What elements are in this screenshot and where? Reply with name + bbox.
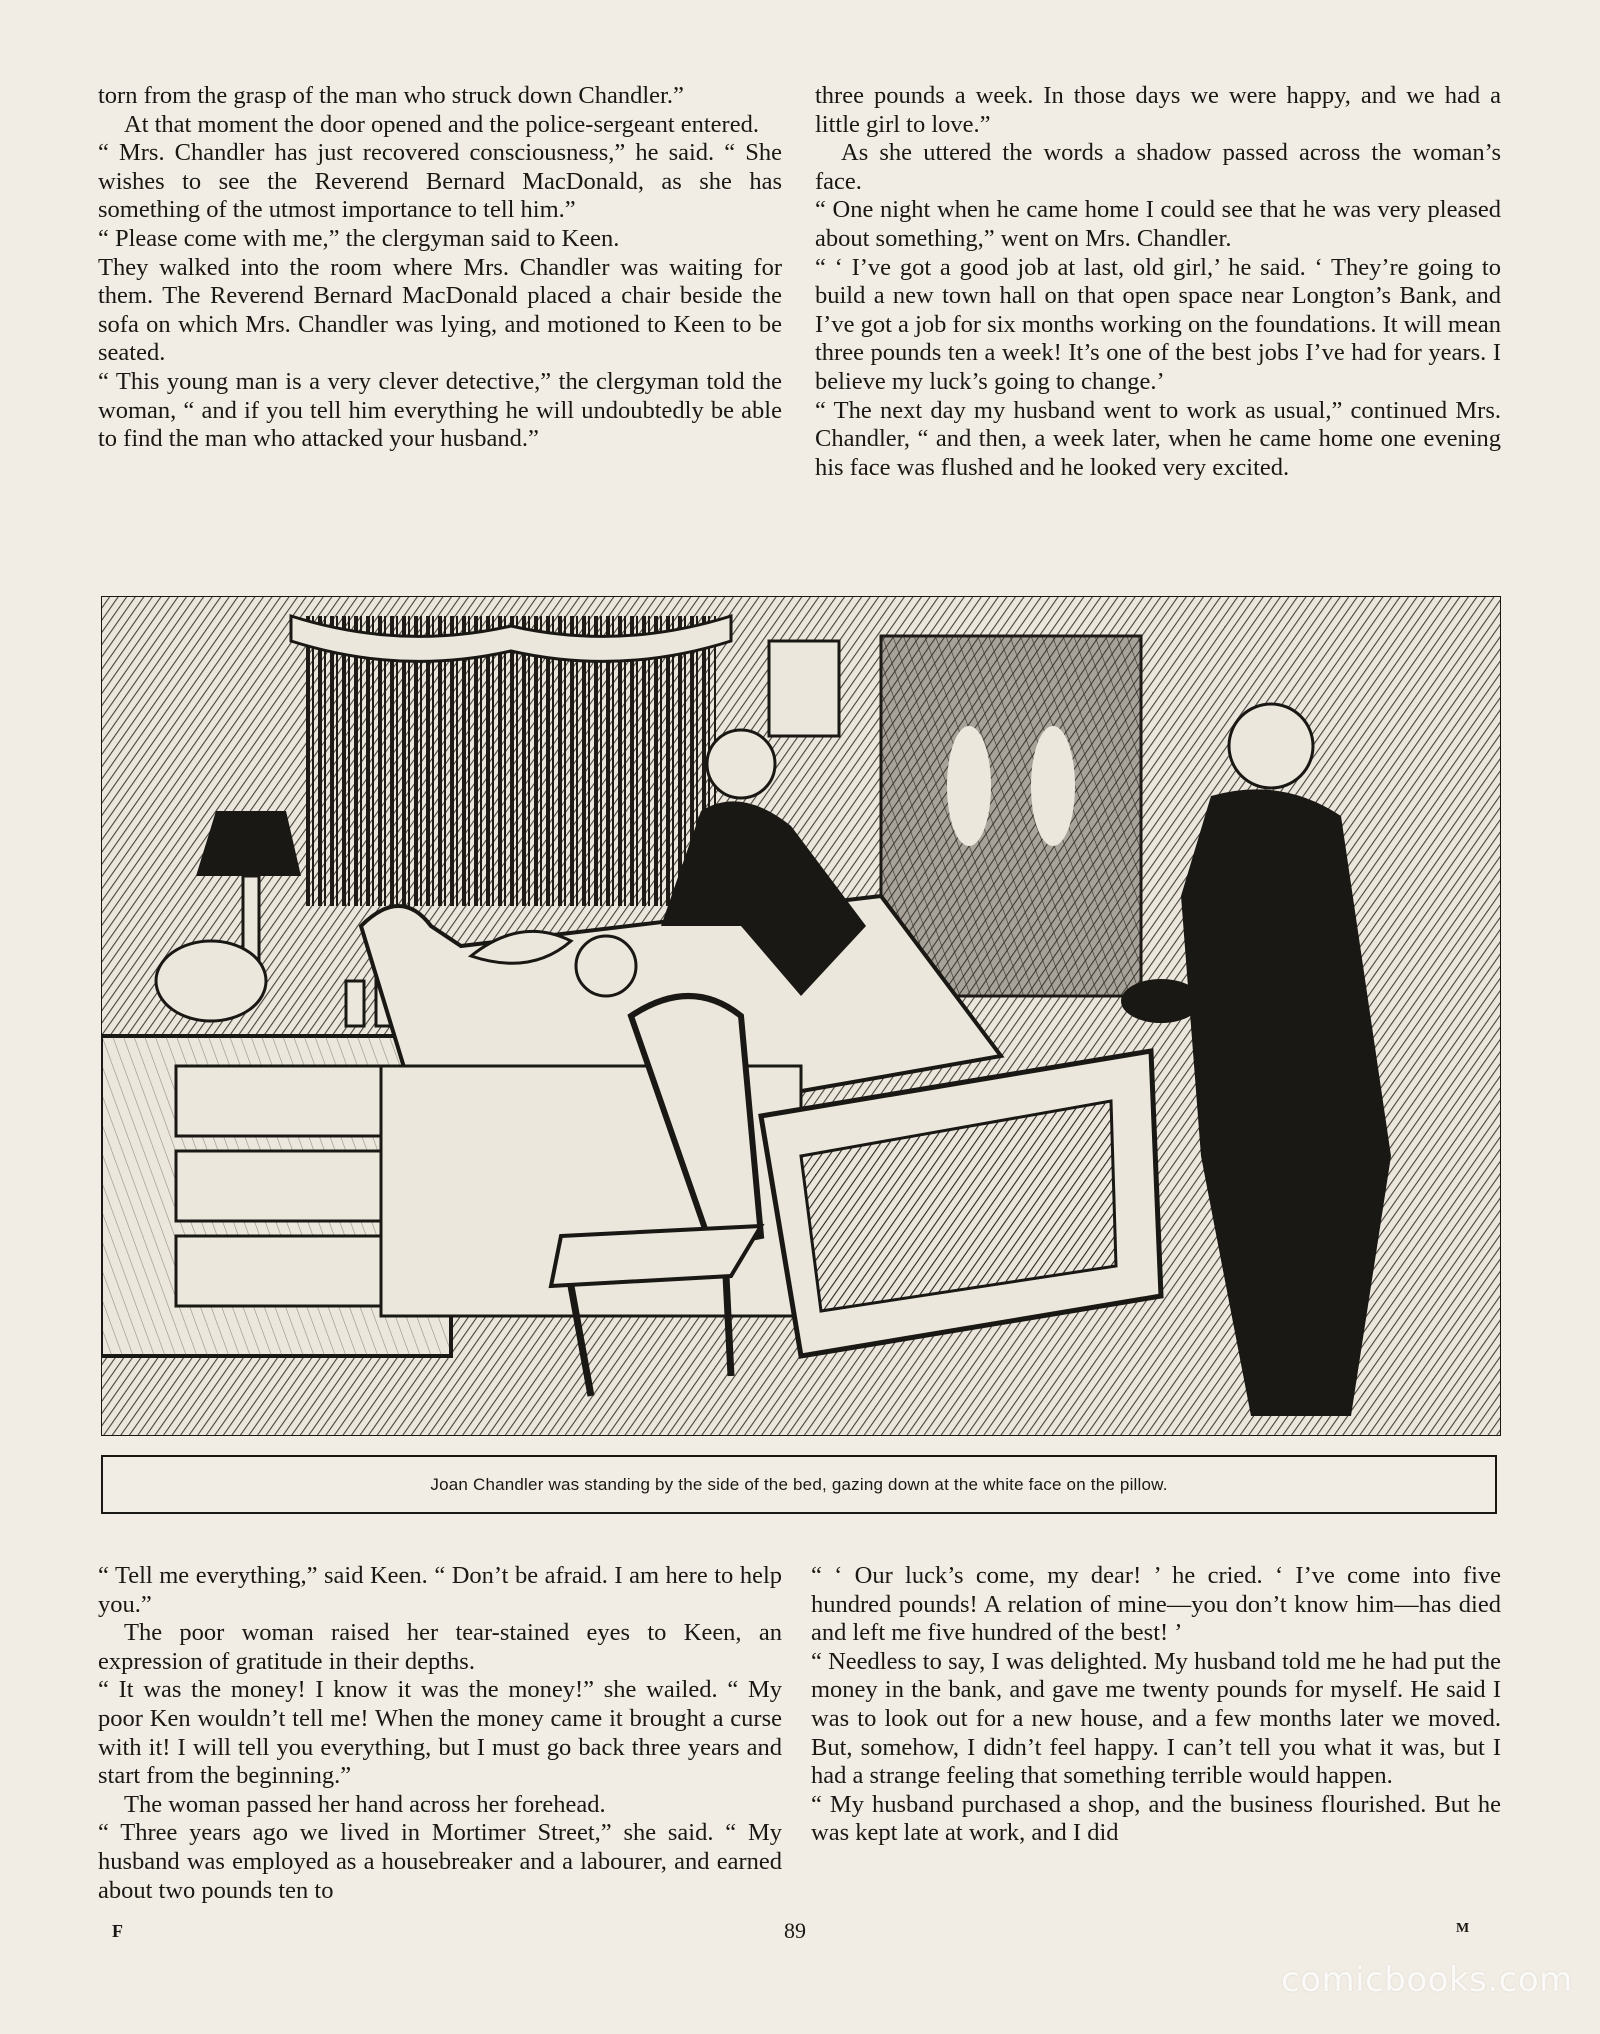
paragraph: “ Mrs. Chandler has just recovered consciousness,” he said. “ She wishes to see the Reverend Bernard MacDonald, as she has something of the utmost importance to tell him.” (98, 139, 782, 224)
watermark: comicbooks.com (1281, 1960, 1573, 2000)
paragraph: “ One night when he came home I could see that he was very pleased about something,” went on Mrs. Chandler. (815, 196, 1501, 252)
top-right-column (815, 82, 1501, 482)
paragraph: They walked into the room where Mrs. Chandler was waiting for them. The Reverend Bernard MacDonald placed a chair beside the sofa on which Mrs. Chandler was lying, and motioned to Keen to be seated. (98, 253, 782, 367)
paragraph: “ Tell me everything,” said Keen. “ Don’t be afraid. I am here to help you.” (98, 1562, 782, 1618)
signature-mark-right: M (1456, 1921, 1470, 1936)
paragraph: torn from the grasp of the man who struck down Chandler.” (98, 82, 684, 109)
door-panel (769, 641, 839, 736)
paragraph: The poor woman raised her tear-stained eyes to Keen, an expression of gratitude in their depths. (98, 1619, 782, 1675)
paragraph: “ Three years ago we lived in Mortimer Street,” she said. “ My husband was employed as a housebreaker and a labourer, and earned about two pounds ten to (98, 1819, 782, 1904)
paragraph: “ It was the money! I know it was the money!” she wailed. “ My poor Ken wouldn’t tell me! When the money came it brought a curse with it! I will tell you everything, but I must go back three years and start from the beginning.” (98, 1676, 782, 1790)
page-number: 89 (784, 1918, 806, 1943)
paragraph: As she uttered the words a shadow passed across the woman’s face. (815, 139, 1501, 195)
paragraph: At that moment the door opened and the police-sergeant entered. (124, 110, 759, 138)
paragraph: “ ‘ I’ve got a good job at last, old girl,’ he said. ‘ They’re going to build a new town hall on that open space near Longton’s Bank, and I’ve got a job for six months working on the foundations. It will mean three pounds ten a week! It’s one of the best jobs I’ve had for years. I believe my luck’s going to change.’ (815, 253, 1501, 395)
top-left-column (98, 82, 782, 454)
caption-text: Joan Chandler was standing by the side of the bed, gazing down at the white face on the pillow. (430, 1474, 1168, 1494)
bottom-left-column (98, 1562, 782, 1905)
illustration-caption (101, 1455, 1497, 1514)
wardrobe (881, 636, 1141, 996)
window-curtains (291, 616, 731, 906)
paragraph: “ The next day my husband went to work as usual,” continued Mrs. Chandler, “ and then, a week later, when he came home one evening his face was flushed and he looked very excited. (815, 396, 1501, 481)
paragraph: The woman passed her hand across her forehead. (124, 1790, 606, 1818)
paragraph: “ ‘ Our luck’s come, my dear! ’ he cried. ‘ I’ve come into five hundred pounds! A relation of mine—you don’t know him—has died and left me five hundred of the best! ’ (811, 1562, 1501, 1647)
bedroom-illustration (101, 596, 1501, 1436)
paragraph: three pounds a week. In those days we were happy, and we had a little girl to love.” (815, 82, 1501, 138)
signature-mark-left: F (112, 1921, 123, 1941)
paragraph: “ This young man is a very clever detective,” the clergyman told the woman, “ and if you tell him everything he will undoubtedly be able to find the man who attacked your husband.” (98, 367, 782, 453)
paragraph: “ Please come with me,” the clergyman said to Keen. (98, 224, 620, 252)
bottom-right-column (811, 1562, 1501, 1848)
paragraph: “ Needless to say, I was delighted. My husband told me he had put the money in the bank, and gave me twenty pounds for myself. He said I was to look out for a new house, and a few months later we moved. But, somehow, I didn’t feel happy. I can’t tell you what it was, but I had a strange feeling that something terrible would happen. (811, 1647, 1501, 1790)
paragraph: “ My husband purchased a shop, and the business flourished. But he was kept late at work, and I did (811, 1790, 1501, 1847)
